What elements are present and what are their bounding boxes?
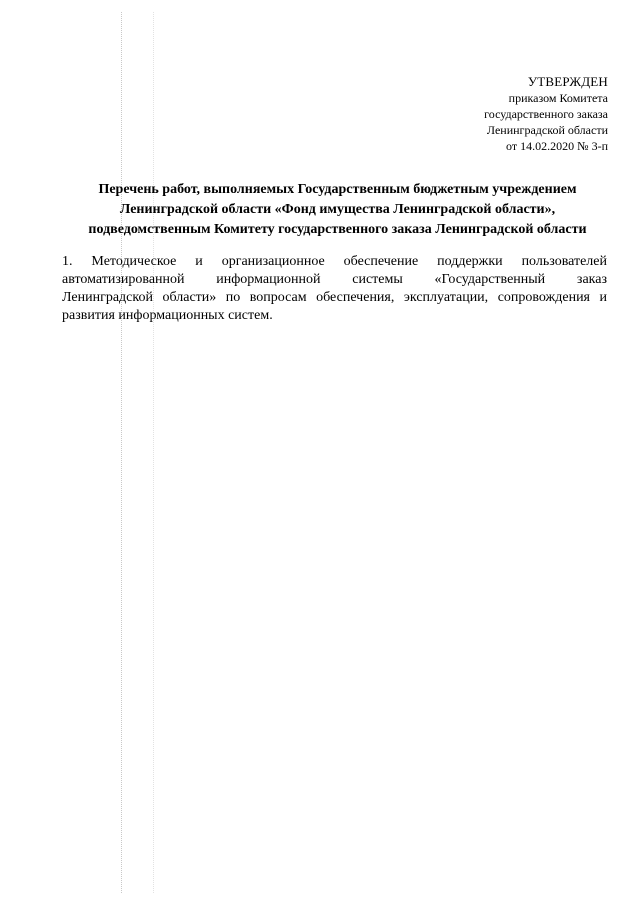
item-text-line: Ленинградской области» по вопросам обеспечения, эксплуатации, сопровождения и — [62, 290, 607, 305]
work-list-item-1 — [62, 253, 607, 325]
approval-date-number: от 14.02.2020 № 3-п — [506, 139, 608, 153]
approval-line: государственного заказа — [484, 107, 608, 121]
title-line: Перечень работ, выполняемых Государственным бюджетным учреждением — [98, 182, 577, 197]
title-line: подведомственным Комитету государственного заказа Ленинградской области — [88, 222, 587, 237]
item-text-line: 1. Методическое и организационное обеспечение поддержки пользователей — [62, 254, 607, 269]
item-text-line: автоматизированной информационной системы «Государственный заказ — [62, 272, 607, 287]
approval-line: Ленинградской области — [486, 123, 608, 137]
approval-heading: УТВЕРЖДЕН — [527, 74, 608, 89]
scan-artifact-line — [121, 12, 122, 893]
item-text-line: развития информационных систем. — [62, 308, 273, 323]
approval-stamp-block — [484, 74, 608, 154]
title-line: Ленинградской области «Фонд имущества Ленинградской области», — [119, 202, 556, 217]
scan-artifact-line — [153, 12, 154, 893]
document-title — [60, 180, 615, 240]
approval-line: приказом Комитета — [508, 91, 608, 105]
